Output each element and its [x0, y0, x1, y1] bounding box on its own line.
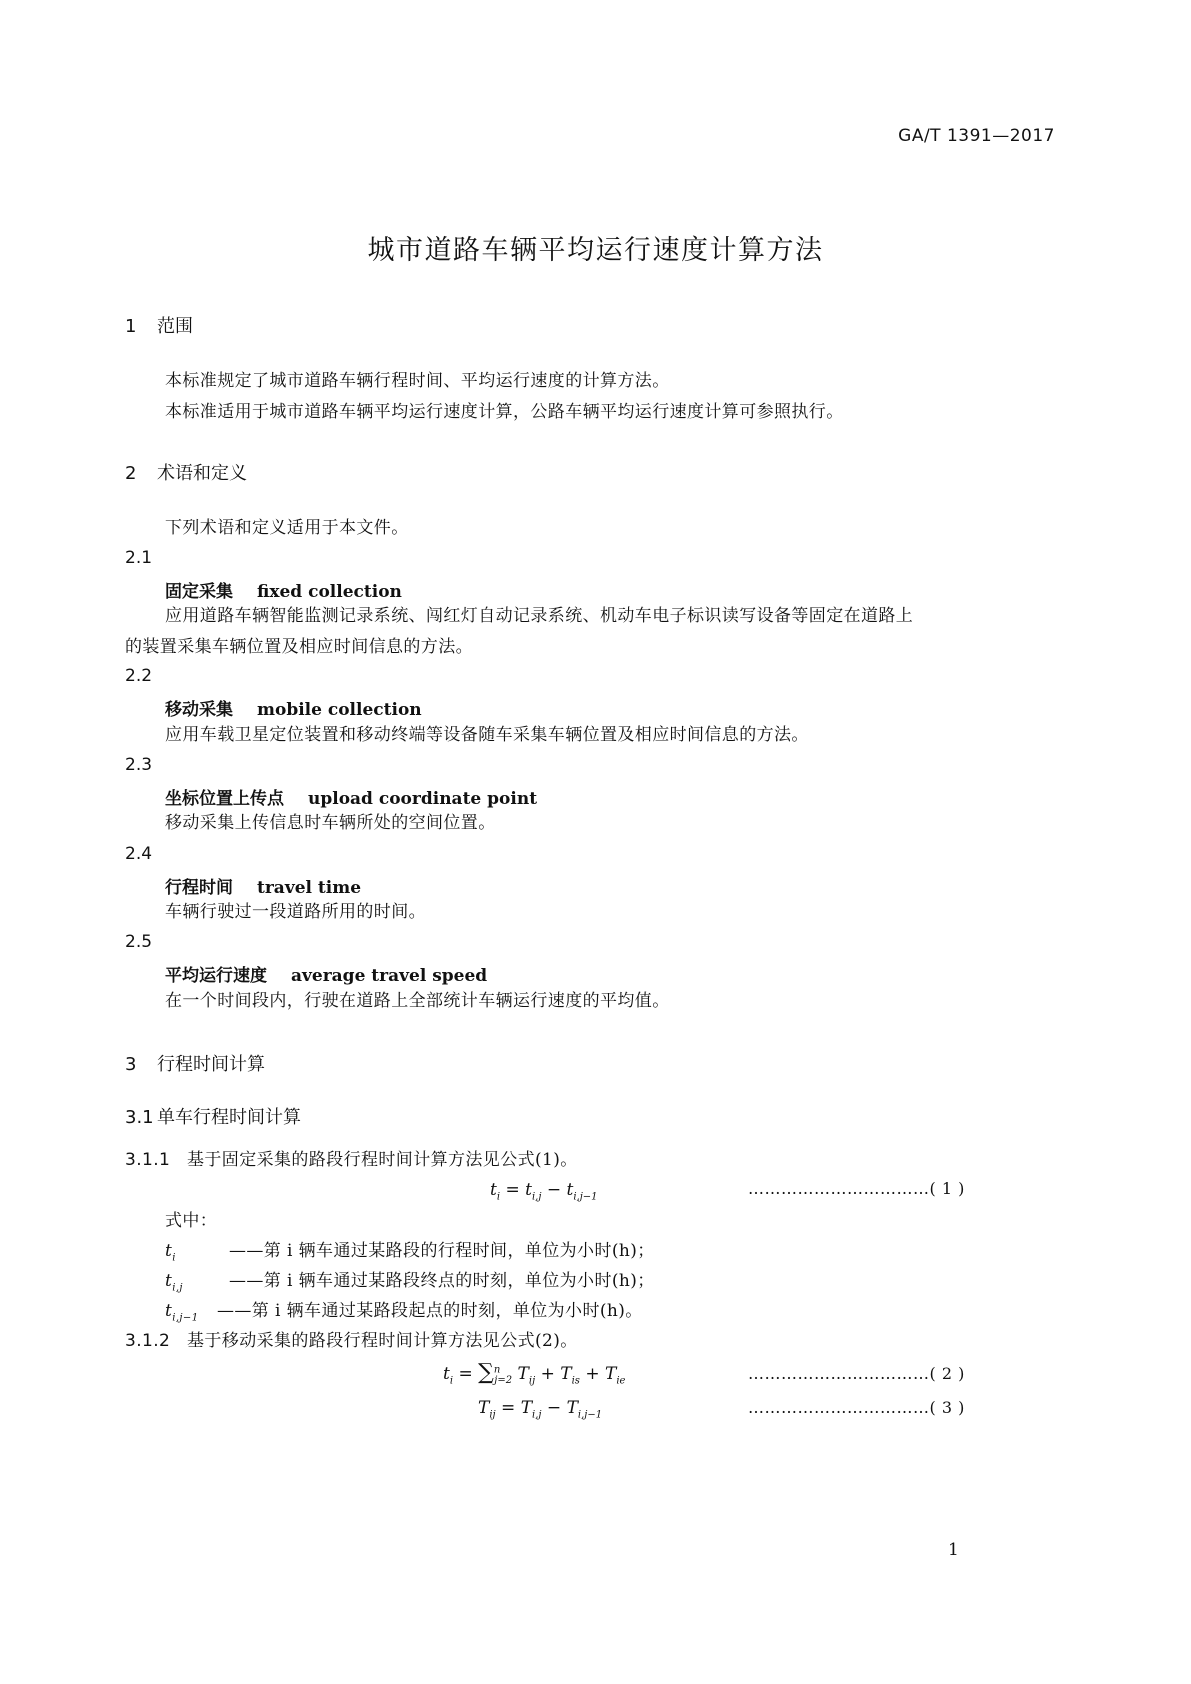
term-definition: 车辆行驶过一段道路所用的时间。 [165, 902, 426, 922]
symbol: $t_i$ [165, 1241, 176, 1264]
term-heading [165, 577, 402, 602]
term-definition: 在一个时间段内，行驶在道路上全部统计车辆运行速度的平均值。 [165, 991, 670, 1011]
section-2-heading [125, 459, 247, 485]
term-zh: 坐标位置上传点 [165, 789, 284, 809]
section-title: 范围 [157, 316, 193, 337]
formula-3: $T_{ij} = T_{i,j} - T_{i,j-1}$ [478, 1398, 603, 1421]
term-zh: 行程时间 [165, 878, 233, 898]
section-3-1-heading [125, 1103, 301, 1129]
formula-1: $t_i = t_{i,j} - t_{i,j-1}$ [490, 1180, 598, 1203]
section-title: 术语和定义 [157, 463, 247, 484]
standard-code: GA/T 1391—2017 [898, 126, 1055, 146]
term-en: travel time [257, 878, 362, 898]
term-number: 2.5 [125, 932, 153, 952]
term-definition-continued: 的装置采集车辆位置及相应时间信息的方法。 [125, 637, 473, 657]
section-number: 3 [125, 1054, 137, 1075]
term-heading [165, 961, 487, 986]
term-en: fixed collection [257, 582, 402, 602]
section-title: 行程时间计算 [157, 1054, 265, 1075]
formula-2-number: ……………………………( 2 ) [748, 1364, 965, 1383]
section-3-heading [125, 1050, 265, 1076]
term-heading [165, 695, 422, 720]
term-number: 2.3 [125, 755, 153, 775]
term-heading [165, 873, 361, 898]
clause-number: 3.1.1 [125, 1150, 171, 1170]
term-heading [165, 784, 537, 809]
formula-3-number: ……………………………( 3 ) [748, 1398, 965, 1417]
term-definition: 应用车载卫星定位装置和移动终端等设备随车采集车辆位置及相应时间信息的方法。 [165, 725, 809, 745]
formula-1-number: ……………………………( 1 ) [748, 1179, 965, 1198]
document-title: 城市道路车辆平均运行速度计算方法 [367, 235, 824, 266]
term-en: average travel speed [291, 966, 488, 986]
section-2-intro: 下列术语和定义适用于本文件。 [165, 518, 409, 538]
symbol-meaning: ——第 i 辆车通过某路段终点的时刻，单位为小时(h)； [229, 1271, 655, 1291]
page-number: 1 [948, 1540, 959, 1560]
section-number: 3.1 [125, 1107, 154, 1128]
where-label: 式中： [165, 1211, 218, 1231]
section-number: 2 [125, 463, 137, 484]
term-en: upload coordinate point [308, 789, 538, 809]
term-definition: 移动采集上传信息时车辆所处的空间位置。 [165, 813, 496, 833]
clause-3-1-1 [125, 1145, 578, 1176]
term-zh: 移动采集 [165, 700, 233, 720]
section-1-heading [125, 312, 193, 338]
clause-number: 3.1.2 [125, 1331, 171, 1351]
clause-3-1-2 [125, 1326, 578, 1357]
term-zh: 固定采集 [165, 582, 233, 602]
term-en: mobile collection [257, 700, 422, 720]
section-1-paragraph-1: 本标准规定了城市道路车辆行程时间、平均运行速度的计算方法。 [165, 371, 670, 391]
clause-text: 基于移动采集的路段行程时间计算方法见公式(2)。 [187, 1331, 578, 1351]
symbol-meaning: ——第 i 辆车通过某路段的行程时间，单位为小时(h)； [229, 1241, 655, 1261]
symbol: $t_{i,j}$ [165, 1271, 183, 1294]
term-number: 2.1 [125, 548, 153, 568]
term-zh: 平均运行速度 [165, 966, 267, 986]
term-number: 2.4 [125, 844, 153, 864]
symbol: $t_{i,j-1}$ [165, 1301, 199, 1324]
symbol-meaning: ——第 i 辆车通过某路段起点的时刻，单位为小时(h)。 [217, 1301, 643, 1321]
term-definition: 应用道路车辆智能监测记录系统、闯红灯自动记录系统、机动车电子标识读写设备等固定在道路上 [165, 606, 914, 626]
section-title: 单车行程时间计算 [157, 1107, 301, 1128]
section-1-paragraph-2: 本标准适用于城市道路车辆平均运行速度计算，公路车辆平均运行速度计算可参照执行。 [165, 402, 844, 422]
formula-2: $t_i = \sum^n_{j=2}$ $T_{ij} + T_{is} + T_{ie}$ [443, 1360, 626, 1387]
term-number: 2.2 [125, 666, 153, 686]
section-number: 1 [125, 316, 137, 337]
clause-text: 基于固定采集的路段行程时间计算方法见公式(1)。 [187, 1150, 578, 1170]
